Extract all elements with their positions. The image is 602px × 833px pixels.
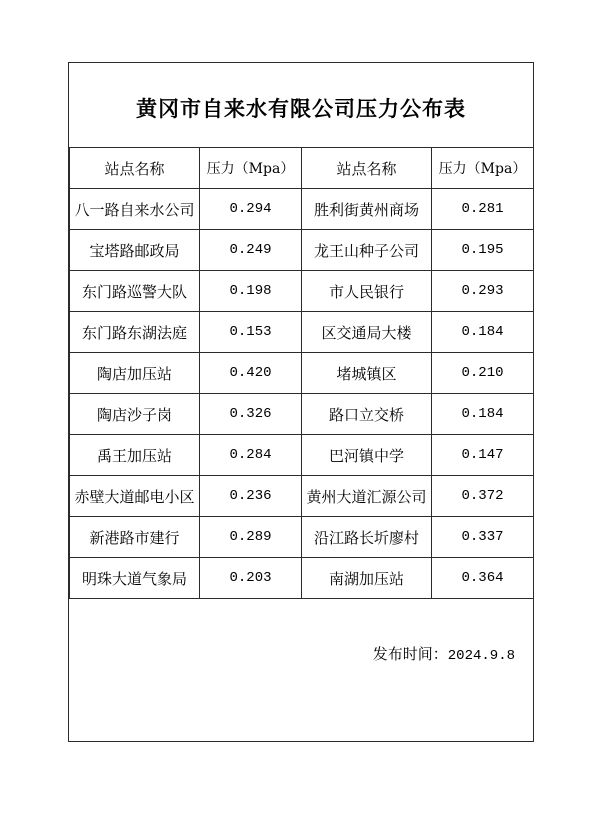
column-header-station-1: 站点名称 bbox=[70, 148, 200, 189]
pressure-value: 0.153 bbox=[200, 312, 302, 353]
station-name: 宝塔路邮政局 bbox=[70, 230, 200, 271]
table-row bbox=[70, 476, 534, 517]
station-name: 市人民银行 bbox=[302, 271, 432, 312]
station-name: 堵城镇区 bbox=[302, 353, 432, 394]
station-name: 陶店加压站 bbox=[70, 353, 200, 394]
column-header-pressure-2: 压力（Mpa） bbox=[432, 148, 534, 189]
pressure-value: 0.203 bbox=[200, 558, 302, 599]
page-title: 黄冈市自来水有限公司压力公布表 bbox=[136, 96, 466, 121]
publish-time bbox=[69, 599, 533, 664]
column-header-pressure-1: 压力（Mpa） bbox=[200, 148, 302, 189]
table-row bbox=[70, 189, 534, 230]
pressure-value: 0.198 bbox=[200, 271, 302, 312]
publish-time-label: 发布时间： bbox=[372, 645, 448, 663]
station-name: 区交通局大楼 bbox=[302, 312, 432, 353]
station-name: 东门路巡警大队 bbox=[70, 271, 200, 312]
table-row bbox=[70, 517, 534, 558]
table-row bbox=[70, 394, 534, 435]
table-header-row bbox=[70, 148, 534, 189]
pressure-value: 0.284 bbox=[200, 435, 302, 476]
pressure-value: 0.326 bbox=[200, 394, 302, 435]
pressure-value: 0.337 bbox=[432, 517, 534, 558]
station-name: 东门路东湖法庭 bbox=[70, 312, 200, 353]
station-name: 南湖加压站 bbox=[302, 558, 432, 599]
pressure-value: 0.372 bbox=[432, 476, 534, 517]
pressure-value: 0.364 bbox=[432, 558, 534, 599]
station-name: 新港路市建行 bbox=[70, 517, 200, 558]
table-row bbox=[70, 271, 534, 312]
pressure-value: 0.294 bbox=[200, 189, 302, 230]
pressure-value: 0.420 bbox=[200, 353, 302, 394]
table-row bbox=[70, 312, 534, 353]
document-frame bbox=[68, 62, 534, 742]
station-name: 巴河镇中学 bbox=[302, 435, 432, 476]
pressure-value: 0.195 bbox=[432, 230, 534, 271]
station-name: 黄州大道汇源公司 bbox=[302, 476, 432, 517]
pressure-value: 0.249 bbox=[200, 230, 302, 271]
pressure-value: 0.289 bbox=[200, 517, 302, 558]
column-header-station-2: 站点名称 bbox=[302, 148, 432, 189]
pressure-table bbox=[69, 147, 534, 599]
station-name: 陶店沙子岗 bbox=[70, 394, 200, 435]
station-name: 明珠大道气象局 bbox=[70, 558, 200, 599]
table-row bbox=[70, 435, 534, 476]
pressure-value: 0.184 bbox=[432, 312, 534, 353]
table-row bbox=[70, 230, 534, 271]
station-name: 胜利街黄州商场 bbox=[302, 189, 432, 230]
station-name: 禹王加压站 bbox=[70, 435, 200, 476]
table-row bbox=[70, 353, 534, 394]
pressure-value: 0.281 bbox=[432, 189, 534, 230]
pressure-value: 0.293 bbox=[432, 271, 534, 312]
pressure-value: 0.236 bbox=[200, 476, 302, 517]
pressure-value: 0.184 bbox=[432, 394, 534, 435]
pressure-value: 0.147 bbox=[432, 435, 534, 476]
station-name: 八一路自来水公司 bbox=[70, 189, 200, 230]
publish-time-date: 2024.9.8 bbox=[447, 648, 515, 664]
station-name: 沿江路长圻廖村 bbox=[302, 517, 432, 558]
station-name: 路口立交桥 bbox=[302, 394, 432, 435]
station-name: 龙王山种子公司 bbox=[302, 230, 432, 271]
station-name: 赤壁大道邮电小区 bbox=[70, 476, 200, 517]
table-row bbox=[70, 558, 534, 599]
pressure-value: 0.210 bbox=[432, 353, 534, 394]
